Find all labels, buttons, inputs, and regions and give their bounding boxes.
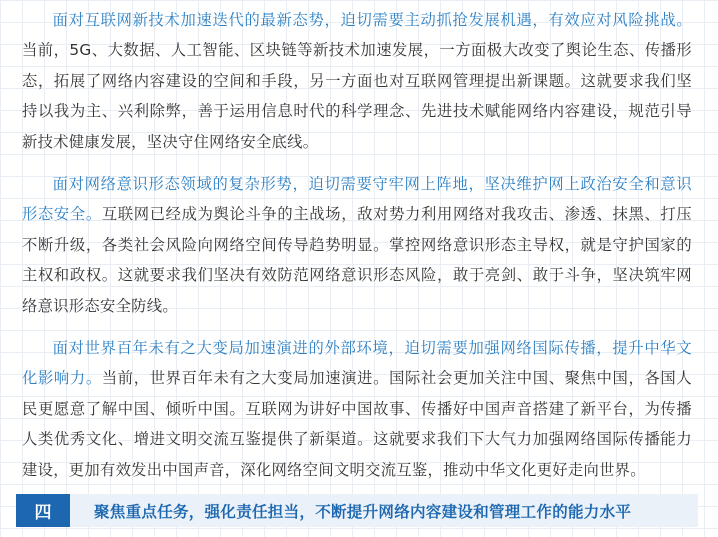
article-body: [22, 5, 692, 497]
section-number-badge: 四: [16, 494, 70, 527]
paragraph-2-body: 互联网已经成为舆论斗争的主战场，敌对势力利用网络对我攻击、渗透、抹黑、打压不断升级，各类社会风险向网络空间传导趋势明显。掌控网络意识形态主导权，就是守护国家的主权和政权。这就要求我们坚决有效防范网络意识形态风险，敢于亮剑、敢于斗争，坚决筑牢网络意识形态安全防线。: [22, 205, 692, 315]
paragraph-3: [22, 333, 692, 485]
paragraph-1-body: 当前，5G、大数据、人工智能、区块链等新技术加速发展，一方面极大改变了舆论生态、传播形态，拓展了网络内容建设的空间和手段，另一方面也对互联网管理提出新课题。这就要求我们坚持以我为主、兴利除弊，善于运用信息时代的科学理念、先进技术赋能网络内容建设，规范引导新技术健康发展，坚决守住网络安全底线。: [22, 41, 692, 151]
section-header: [16, 494, 698, 527]
paragraph-1-lead: 面对互联网新技术加速迭代的最新态势，迫切需要主动抓抢发展机遇，有效应对风险挑战。: [52, 11, 692, 29]
paragraph-1: [22, 5, 692, 157]
section-title: 聚焦重点任务，强化责任担当，不断提升网络内容建设和管理工作的能力水平: [94, 502, 632, 521]
paragraph-3-lead: 面对世界百年未有之大变局加速演进的外部环境，迫切需要加强网络国际传播，提升中华文化影响力。: [22, 339, 692, 388]
paragraph-2: [22, 169, 692, 321]
paragraph-3-body: 当前，世界百年未有之大变局加速演进。国际社会更加关注中国、聚焦中国，各国人民更愿意了解中国、倾听中国。互联网为讲好中国故事、传播好中国声音搭建了新平台，为传播人类优秀文化、增进文明交流互鉴提供了新渠道。这就要求我们下大气力加强网络国际传播能力建设，更加有效发出中国声音，深化网络空间文明交流互鉴，推动中华文化更好走向世界。: [22, 369, 692, 479]
paragraph-2-lead: 面对网络意识形态领域的复杂形势，迫切需要守牢网上阵地，坚决维护网上政治安全和意识形态安全。: [22, 175, 692, 224]
